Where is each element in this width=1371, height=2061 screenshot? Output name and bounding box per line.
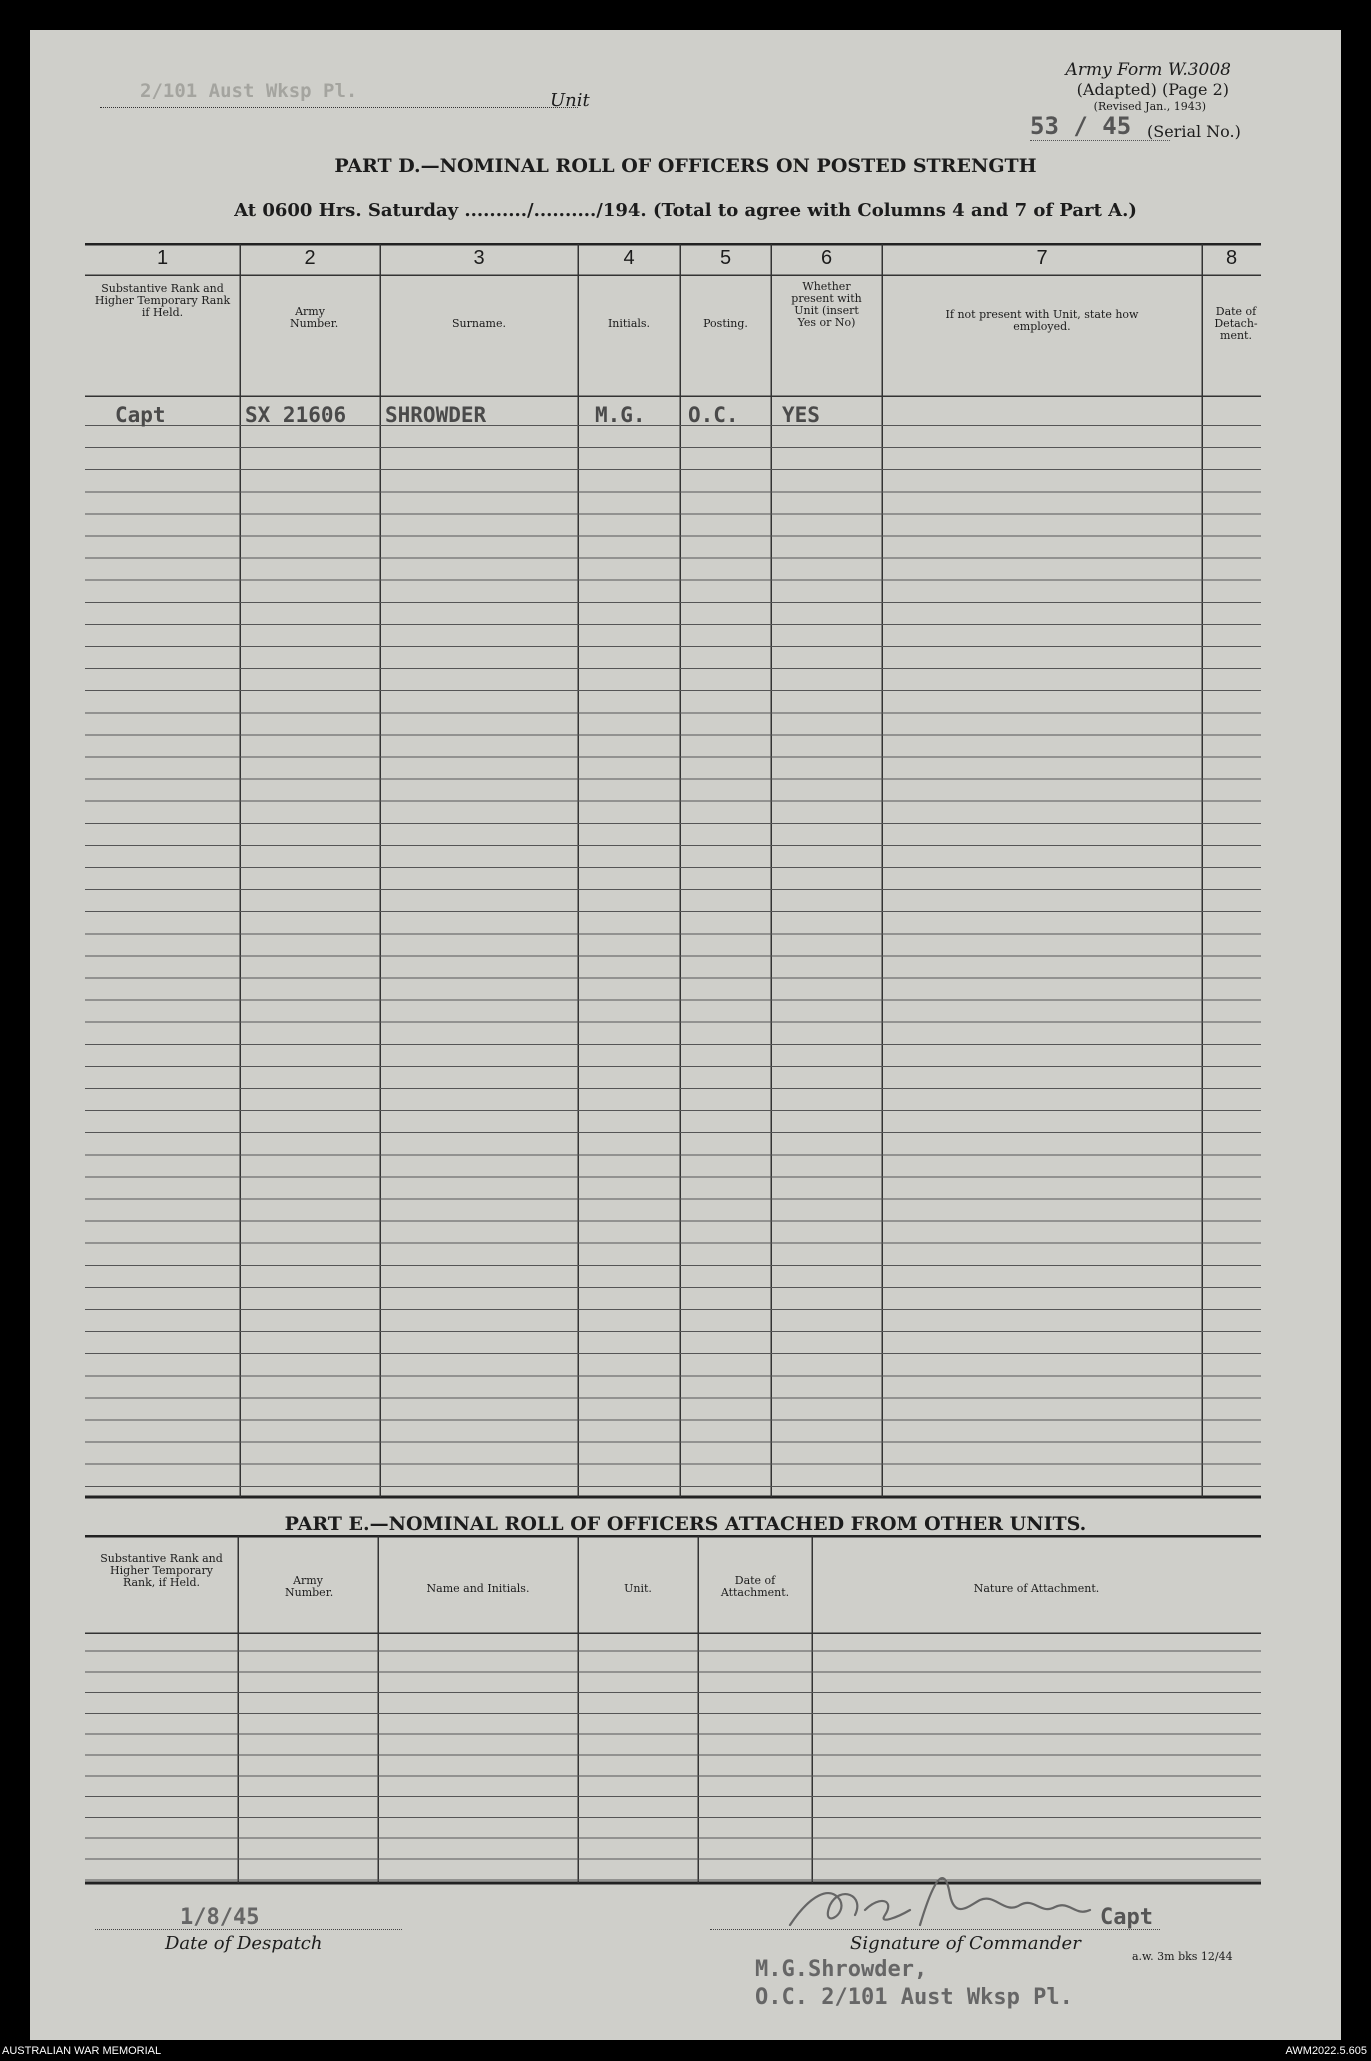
cell-initials: M.G. bbox=[595, 403, 646, 427]
serial-number-value: 53 / 45 bbox=[1030, 112, 1132, 140]
e-header-name-initials: Name and Initials. bbox=[426, 1582, 530, 1595]
archive-label-right: AWM2022.5.605 bbox=[1285, 2045, 1367, 2057]
part-d-grid bbox=[85, 243, 1261, 1499]
e-header-army-number: Army Number. bbox=[285, 1574, 334, 1599]
col-1-number: 1 bbox=[156, 247, 169, 269]
col-6-number: 6 bbox=[820, 247, 833, 269]
typed-commander-unit: O.C. 2/101 Aust Wksp Pl. bbox=[755, 1985, 1073, 2010]
header-surname: Surname. bbox=[452, 317, 506, 330]
form-ref-line1: Army Form W.3008 bbox=[1065, 60, 1231, 80]
col-7-number: 7 bbox=[1036, 247, 1048, 269]
form-ref-line2: (Adapted) (Page 2) bbox=[1076, 80, 1229, 99]
col-2-number: 2 bbox=[304, 247, 316, 269]
header-whether-present: Whether present with Unit (insert Yes or No) bbox=[791, 280, 862, 329]
part-d-date-line: At 0600 Hrs. Saturday ........../........../194. (Total to agree with Columns 4 and 7 of Part A.) bbox=[234, 200, 1137, 221]
signature-rank: Capt bbox=[1100, 1905, 1153, 1930]
signature-label: Signature of Commander bbox=[850, 1933, 1081, 1954]
e-header-unit: Unit. bbox=[624, 1582, 652, 1595]
col-3-number: 3 bbox=[473, 247, 485, 269]
header-how-employed: If not present with Unit, state how employed. bbox=[945, 308, 1139, 333]
col-8-number: 8 bbox=[1225, 247, 1238, 269]
despatch-date-label: Date of Despatch bbox=[165, 1933, 323, 1954]
typed-commander-name: M.G.Shrowder, bbox=[755, 1957, 928, 1982]
cell-present: YES bbox=[782, 403, 820, 427]
unit-value: 2/101 Aust Wksp Pl. bbox=[140, 80, 358, 102]
part-e-title: PART E.—NOMINAL ROLL OF OFFICERS ATTACHED FROM OTHER UNITS. bbox=[284, 1513, 1087, 1535]
serial-label: (Serial No.) bbox=[1147, 122, 1241, 141]
form-ref-line3: (Revised Jan., 1943) bbox=[1093, 100, 1206, 113]
despatch-date-value: 1/8/45 bbox=[180, 1905, 260, 1930]
archive-label-left: AUSTRALIAN WAR MEMORIAL bbox=[2, 2045, 162, 2057]
part-e-table bbox=[85, 1535, 1261, 1885]
header-army-number: Army Number. bbox=[290, 305, 339, 330]
cell-rank: Capt bbox=[115, 403, 166, 427]
unit-dotted-line bbox=[100, 107, 578, 108]
col-5-number: 5 bbox=[719, 247, 732, 269]
part-d-table bbox=[85, 243, 1261, 1499]
header-posting: Posting. bbox=[703, 317, 748, 330]
header-initials: Initials. bbox=[607, 317, 651, 330]
despatch-dotted-line bbox=[95, 1929, 402, 1930]
cell-posting: O.C. bbox=[688, 403, 739, 427]
e-header-nature-attachment: Nature of Attachment. bbox=[973, 1582, 1100, 1595]
print-code: a.w. 3m bks 12/44 bbox=[1132, 1950, 1233, 1963]
e-header-date-attachment: Date of Attachment. bbox=[720, 1574, 790, 1599]
form-sheet bbox=[30, 30, 1341, 2040]
commander-signature bbox=[770, 1855, 1190, 1945]
unit-label: Unit bbox=[550, 90, 590, 111]
header-date-of-detachment: Date of Detach-ment. bbox=[1214, 305, 1258, 342]
e-header-rank: Substantive Rank and Higher Temporary Rank, if Held. bbox=[100, 1552, 223, 1589]
cell-surname: SHROWDER bbox=[385, 403, 487, 427]
header-rank: Substantive Rank and Higher Temporary Rank if Held. bbox=[94, 282, 231, 319]
signature-dotted-line bbox=[710, 1929, 1160, 1930]
cell-army-number: SX 21606 bbox=[245, 403, 347, 427]
col-4-number: 4 bbox=[623, 247, 635, 269]
part-d-title: PART D.—NOMINAL ROLL OF OFFICERS ON POSTED STRENGTH bbox=[334, 155, 1037, 177]
